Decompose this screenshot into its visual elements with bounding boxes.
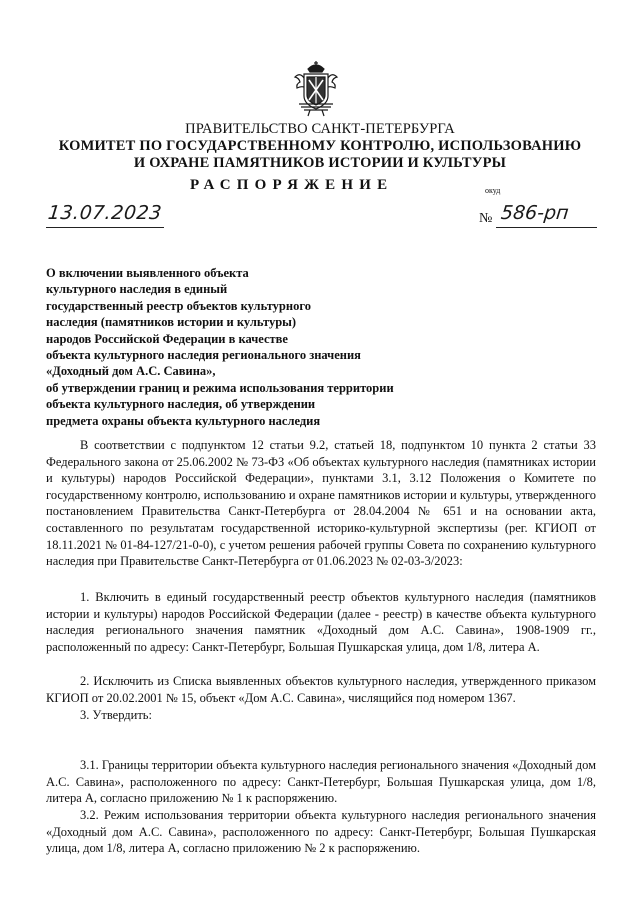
item-1-paragraph xyxy=(46,589,596,655)
preamble-paragraph xyxy=(46,437,596,570)
item-1-text: 1. Включить в единый государственный реестр объектов культурного наследия (памятников истории и культуры) народов Российской Федерации (далее - реестр) в качестве объекта культурного наследия регионального значения памятник «Доходный дом А.С. Савина», 1908-1909 гг., расположенный по адресу: Санкт-Петербург, Большая Пушкарская улица, дом 1/8, литера А. xyxy=(46,590,596,654)
committee-title-line1: КОМИТЕТ ПО ГОСУДАРСТВЕННОМУ КОНТРОЛЮ, ИСПОЛЬЗОВАНИЮ xyxy=(58,138,582,154)
number-sign: № xyxy=(479,211,493,226)
subject-line: об утверждении границ и режима использования территории xyxy=(46,380,394,395)
item-2-paragraph xyxy=(46,673,596,706)
subject-line: О включении выявленного объекта xyxy=(46,266,249,280)
date-underline xyxy=(46,227,164,228)
subject-line: объекта культурного наследия, об утверждении xyxy=(46,397,316,412)
committee-title-line2: И ОХРАНЕ ПАМЯТНИКОВ ИСТОРИИ И КУЛЬТУРЫ xyxy=(133,155,507,171)
item-3-1-paragraph xyxy=(46,757,596,807)
item-3-2-text: 3.2. Режим использования территории объекта культурного наследия регионального значения «Доходный дом А.С. Савина», расположенного по адресу: Санкт-Петербург, Большая Пушкарская улица, дом 1/8, литера А, согласно приложению № 2 к распоряжению. xyxy=(46,808,596,856)
subject-line: наследия (памятников истории и культуры) xyxy=(46,315,297,330)
document-type-title: РАСПОРЯЖЕНИЕ xyxy=(190,177,394,193)
document-subject xyxy=(46,265,394,429)
item-2-text: 2. Исключить из Списка выявленных объектов культурного наследия, утвержденного приказом КГИОП от 20.02.2001 № 15, объект «Дом А.С. Савина», числящийся под номером 1367. xyxy=(46,674,596,705)
government-title: ПРАВИТЕЛЬСТВО САНКТ-ПЕТЕРБУРГА xyxy=(185,121,455,137)
document-date: 13.07.2023 xyxy=(46,202,163,224)
number-underline xyxy=(496,227,597,228)
document-date-field xyxy=(46,204,164,230)
preamble-text: В соответствии с подпунктом 12 статьи 9.2, статьей 18, подпунктом 10 пункта 2 статьи 33 Федерального закона от 25.06.2002 № 73-ФЗ «Об объектах культурного наследия (памятниках истории и культуры) народов Российской Федерации», пунктами 3.1, 3.12 Положения о Комитете по государственному контролю, использованию и охране памятников истории и культуры, утвержденного постановлением Правительства Санкт-Петербурга от 28.04.2004 № 651 и на основании акта, составленного по результатам государственной историко-культурной экспертизы (рег. КГИОП от 18.11.2021 № 01-84-127/21-0-0), с учетом решения рабочей группы Совета по сохранению культурного наследия при Правительстве Санкт-Петербурга от 01.06.2023 № 02-03-3/2023: xyxy=(46,438,596,569)
subject-line: предмета охраны объекта культурного наследия xyxy=(46,413,321,428)
subject-line: «Доходный дом А.С. Савина», xyxy=(46,364,216,379)
document-number-field xyxy=(479,204,597,230)
okud-label: окуд xyxy=(485,186,501,195)
item-3-1-text: 3.1. Границы территории объекта культурного наследия регионального значения «Доходный дом А.С. Савина», расположенного по адресу: Санкт-Петербург, Большая Пушкарская улица, дом 1/8, литера А, согласно приложению № 1 к распоряжению. xyxy=(46,758,596,806)
subject-line: народов Российской Федерации в качестве xyxy=(46,331,288,346)
subject-line: объекта культурного наследия регионального значения xyxy=(46,348,361,363)
document-number: 586-рп xyxy=(499,202,570,224)
item-3-text: 3. Утвердить: xyxy=(80,708,152,722)
item-3-2-paragraph xyxy=(46,807,596,857)
subject-line: культурного наследия в единый xyxy=(46,282,228,297)
subject-line: государственный реестр объектов культурного xyxy=(46,298,311,313)
saint-petersburg-coat-of-arms-icon xyxy=(291,60,341,118)
item-3-paragraph xyxy=(46,707,596,724)
